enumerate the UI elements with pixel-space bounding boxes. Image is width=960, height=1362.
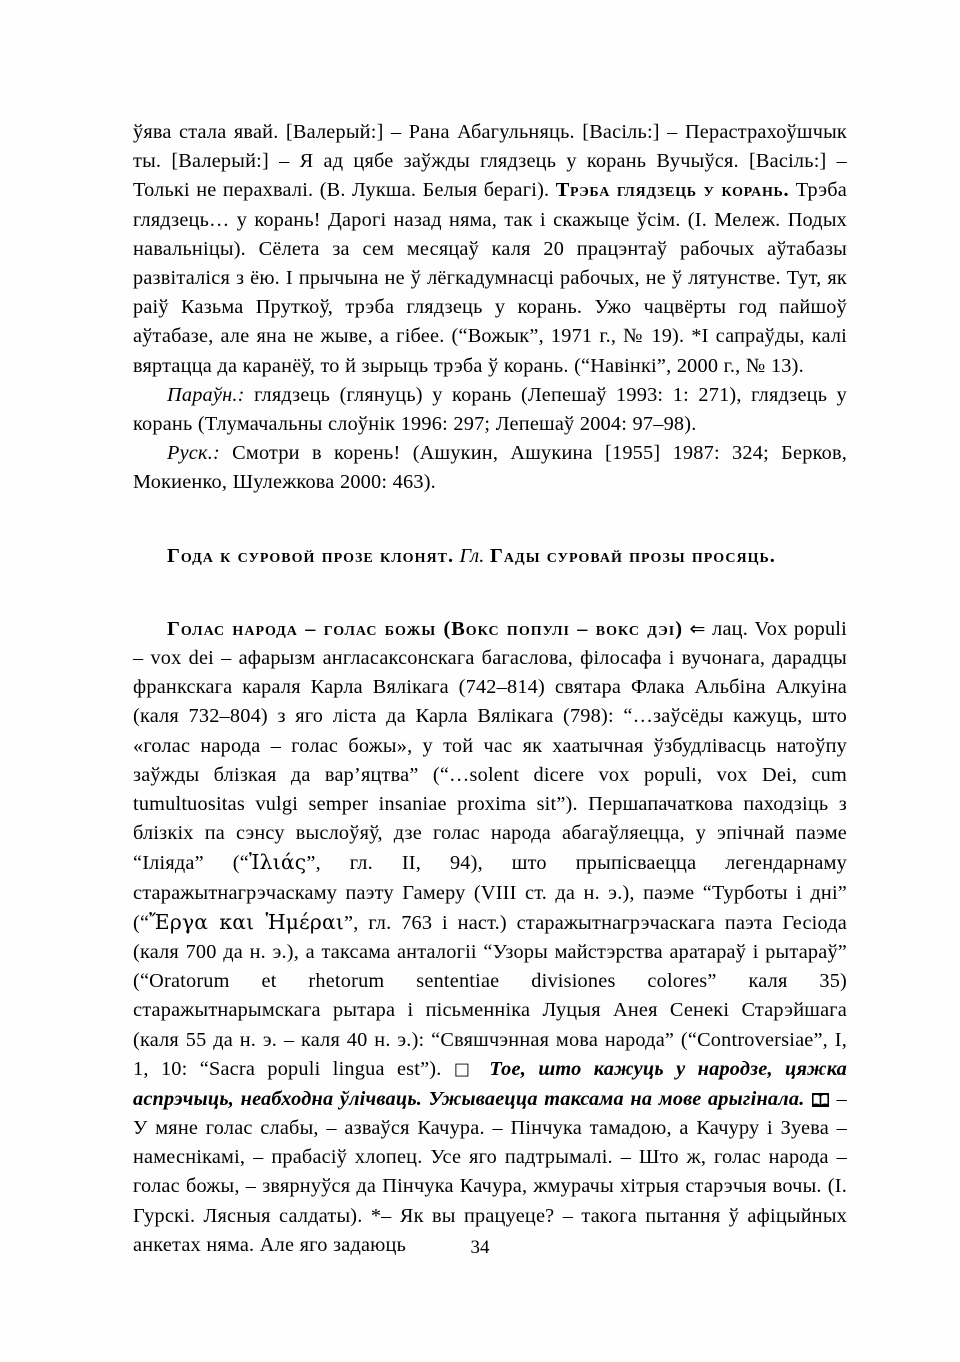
- etymology-run-3: ”, гл. 763 і наст.) старажытнагрэчаскага паэта Гесіода (каля 700 да н. э.), а таксама анталогіі “Узоры майстэрства аратараў і рытараў” (“Oratorum et rhetorum sententiae divisiones colores” каля 35) старажытнарымскага рытара і пісьменніка Луцыя Анея Сенекі Старэйшага (каля 55 да н. э. – каля 40 н. э.): “Свяшчэнная мова народа” (“Controversiae”, I, 1, 10: “Sacra populi lingua est”).: [133, 911, 847, 1080]
- paragraph-rusk: [133, 439, 847, 497]
- headword-goda-k-surovoj-proze: Года к суровой прозе клонят.: [167, 544, 455, 567]
- headword-golas-naroda-golas-bozhy: Голас народа – голас божы (Вокс популі – вокс дэі): [167, 617, 684, 640]
- label-paraun: Параўн.:: [167, 383, 245, 406]
- quote-run-1: ўява стала явай. [Валерый:] – Рана Абагульняць. [Васіль:] – Перастрахоўшчык ты. [Валерый:] – Я ад цябе заўжды глядзець у корань Вучыўся. [Васіль:] – Толькі не перахвалі. (В. Лукша. Белыя берагі).: [133, 121, 847, 202]
- etymology-run-2: ”, гл. II, 94), што прыпісваецца легендарнаму старажытнагрэчаскаму паэту Гамеру (VIII ст. да н. э.), паэме “Турботы і дні” (“: [133, 852, 847, 934]
- headword-treba-hlyadzets: Трэба глядзець у корань.: [555, 179, 790, 202]
- page-text-body: [133, 118, 847, 1260]
- white-square-icon: □: [453, 1059, 477, 1080]
- paragraph-paraun: [133, 381, 847, 439]
- greek-works-and-days-title: Ἔργα και Ἡμέραι: [149, 909, 345, 934]
- open-book-icon: [812, 1093, 829, 1107]
- sp-4: [477, 1058, 489, 1080]
- left-double-arrow-icon: ⇐: [689, 617, 706, 640]
- paraun-content: глядзець (глянуць) у корань (Лепешаў 1993: 1: 271), глядзець у корань (Тлумачальны слоўнік 1996: 297; Лепешаў 2004: 97–98).: [133, 383, 847, 436]
- definition-gloss: Тое, што кажуць у народзе, цяжка аспрэчыць, неабходна ўлічваць. Ужываецца таксама на мове арыгінала.: [133, 1057, 848, 1110]
- sp-5: [805, 1088, 812, 1110]
- label-rusk: Руск.:: [167, 442, 220, 465]
- crossref-label-hl: Гл.: [459, 544, 485, 567]
- usage-examples-run: – У мяне голас слабы, – азваўся Качура. – Пінчука тамадою, а Качуру і Зуева – намеснікамі, – прабасіў хлопец. Усе яго падтрымалі. – Што ж, голас народа – голас божы, – звярнуўся да Пінчука Качура, жмурачы хітрыя старэчыя вочы. (І. Гурскі. Лясныя салдаты). *– Як вы працуеце? – такога пытання ў афіцыйных анкетах няма. Але яго задаюць: [133, 1087, 847, 1256]
- paragraph-quote-block: [133, 118, 847, 381]
- quote-run-2: Трэба глядзець… у корань! Дарогі назад няма, так і скажыце ўсім. (І. Мележ. Подых навальніцы). Сёлета за сем месяцаў каля 20 працэнтаў рабочых аўтабазы развіталіся з ёю. І прычына не ў лёгкадумнасці рабочых, не ў лятунстве. Тут, як раіў Казьма Пруткоў, трэба глядзець у корань. Ужо чацвёрты год пайшоў аўтабазе, але яна не жыве, а гібее. (“Вожык”, 1971 г., № 19). *І сапраўды, калі вяртацца да каранёў, то й зырыць трэба ў корань. (“Навінкі”, 2000 г., № 13).: [133, 179, 847, 377]
- greek-iliad-title: Ἰλιάς: [248, 850, 307, 875]
- page-number: 34: [470, 1237, 490, 1258]
- rusk-content: Смотри в корень! (Ашукин, Ашукина [1955] 1987: 324; Берков, Мокиенко, Шулежкова 2000: 463).: [133, 442, 847, 494]
- etymology-run: лац. Vox populi – vox dei – афарызм англасаксонскага багаслова, філосафа і вучонага, дарадцы франкскага караля Карла Вялікага (742–814) святара Флака Альбіна Алкуіна (каля 732–804) з яго ліста да Карла Вялікага (798): “…заўсёды кажуць, што «голас народа – голас божы», у той час як хаатычная ўзбудлівасць натоўпу заўжды блізкая да вар’яцтва” (“…solent dicere vox populi, vox Dei, cum tumultuositas vulgi semper insaniae proxima sit”). Першапачаткова паходзіць з блізкіх па сэнсу выслоўяў, дзе голас народа абагаўляецца, у эпічнай паэме “Іліяда” (“: [133, 617, 847, 875]
- crossref-target-hady-surovaj-prozy: Гады суровай прозы просяць.: [490, 544, 776, 567]
- entry-goda-k-surovoj-proze: [133, 542, 847, 571]
- entry-golas-naroda-golas-bozhy: [133, 615, 847, 1260]
